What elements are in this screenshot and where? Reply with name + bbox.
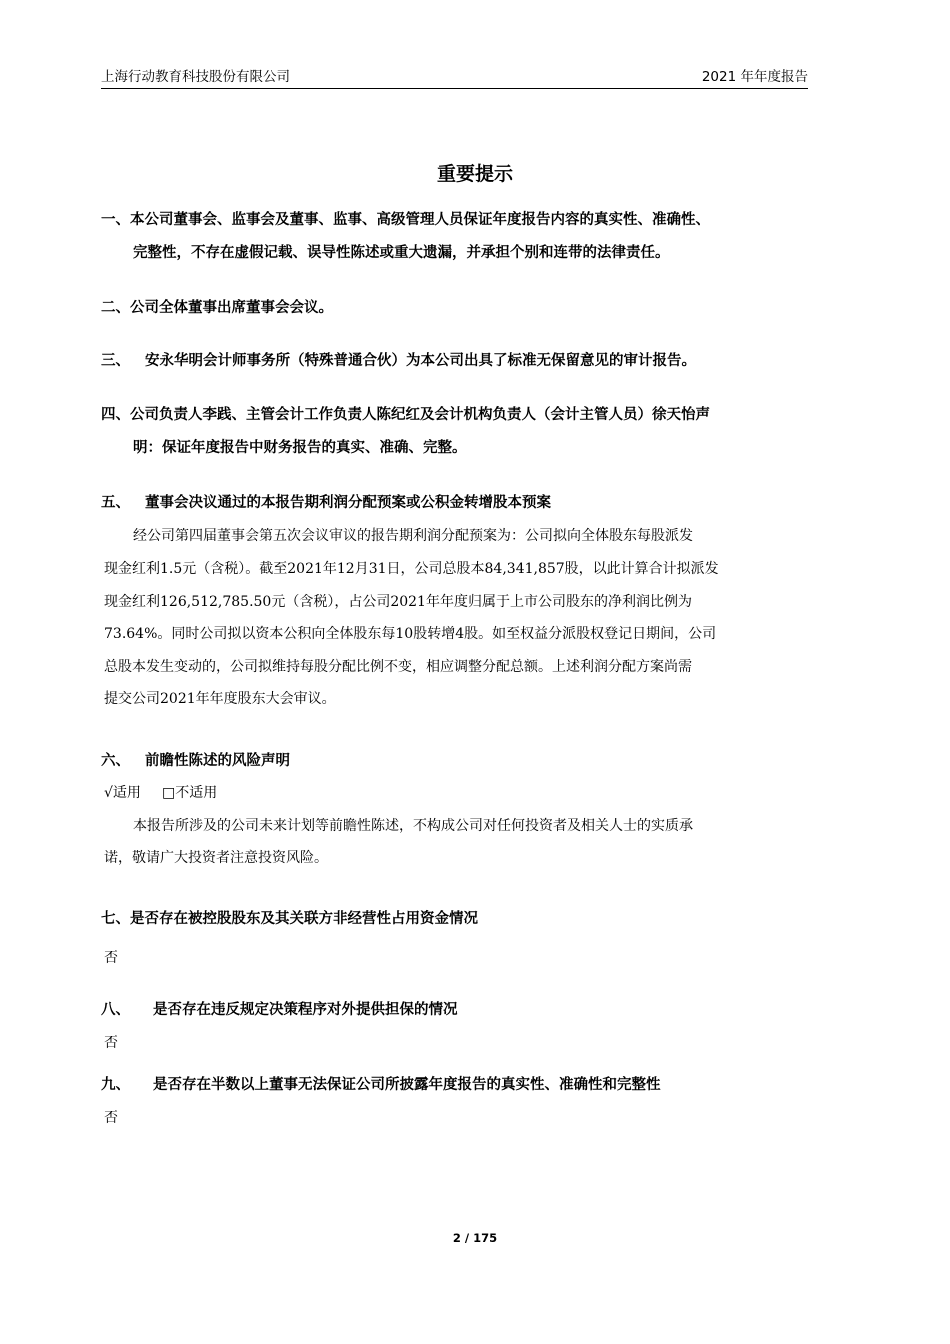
item2-line: 二、公司全体董事出席董事会会议。	[101, 300, 333, 316]
item6-option-not-applicable: □不适用	[162, 785, 218, 801]
item4-line2: 明：保证年度报告中财务报告的真实、准确、完整。	[133, 440, 467, 456]
item8-number: 八、	[101, 1002, 130, 1018]
item6-para-line1: 本报告所涉及的公司未来计划等前瞻性陈述，不构成公司对任何投资者及相关人士的实质承	[133, 818, 693, 834]
item1-line1: 一、本公司董事会、监事会及董事、监事、高级管理人员保证年度报告内容的真实性、准确性、	[101, 212, 710, 228]
item9-number: 九、	[101, 1077, 130, 1093]
item5-para-line5: 总股本发生变动的，公司拟维持每股分配比例不变，相应调整分配总额。上述利润分配方案尚需	[104, 659, 692, 675]
item6-para-line2: 诺，敬请广大投资者注意投资风险。	[104, 850, 328, 866]
page-number: 2 / 175	[452, 1231, 498, 1245]
item6-option-applicable: √适用	[104, 785, 141, 801]
item9-answer: 否	[104, 1110, 118, 1126]
item3-number: 三、	[101, 353, 130, 369]
item1-line2: 完整性，不存在虚假记载、误导性陈述或重大遗漏，并承担个别和连带的法律责任。	[133, 245, 670, 261]
item6-number: 六、	[101, 753, 130, 769]
item7-answer: 否	[104, 950, 118, 966]
item4-line1: 四、公司负责人李践、主管会计工作负责人陈纪红及会计机构负责人（会计主管人员）徐天怡声	[101, 407, 710, 423]
item6-heading: 前瞻性陈述的风险声明	[145, 753, 290, 769]
item8-heading: 是否存在违反规定决策程序对外提供担保的情况	[153, 1002, 458, 1018]
item5-para-line2: 现金红利1.5元（含税）。截至2021年12月31日，公司总股本84,341,857股，以此计算合计拟派发	[104, 561, 719, 577]
header-report-title: 2021 年年度报告	[701, 69, 808, 85]
item7-heading: 七、是否存在被控股股东及其关联方非经营性占用资金情况	[101, 911, 478, 927]
item5-para-line1: 经公司第四届董事会第五次会议审议的报告期利润分配预案为：公司拟向全体股东每股派发	[133, 528, 693, 544]
item9-heading: 是否存在半数以上董事无法保证公司所披露年度报告的真实性、准确性和完整性	[153, 1077, 661, 1093]
item5-para-line3: 现金红利126,512,785.50元（含税），占公司2021年年度归属于上市公司股东的净利润比例为	[104, 594, 692, 610]
header-company: 上海行动教育科技股份有限公司	[101, 69, 290, 85]
item3-text: 安永华明会计师事务所（特殊普通合伙）为本公司出具了标准无保留意见的审计报告。	[145, 353, 696, 369]
item8-answer: 否	[104, 1035, 118, 1051]
item5-para-line6: 提交公司2021年年度股东大会审议。	[104, 691, 336, 707]
item5-number: 五、	[101, 495, 130, 511]
page-header	[101, 66, 808, 89]
page-title: 重要提示	[436, 163, 513, 185]
item5-para-line4: 73.64%。同时公司拟以资本公积向全体股东每10股转增4股。如至权益分派股权登记日期间，公司	[104, 626, 717, 642]
item5-heading: 董事会决议通过的本报告期利润分配预案或公积金转增股本预案	[145, 495, 551, 511]
